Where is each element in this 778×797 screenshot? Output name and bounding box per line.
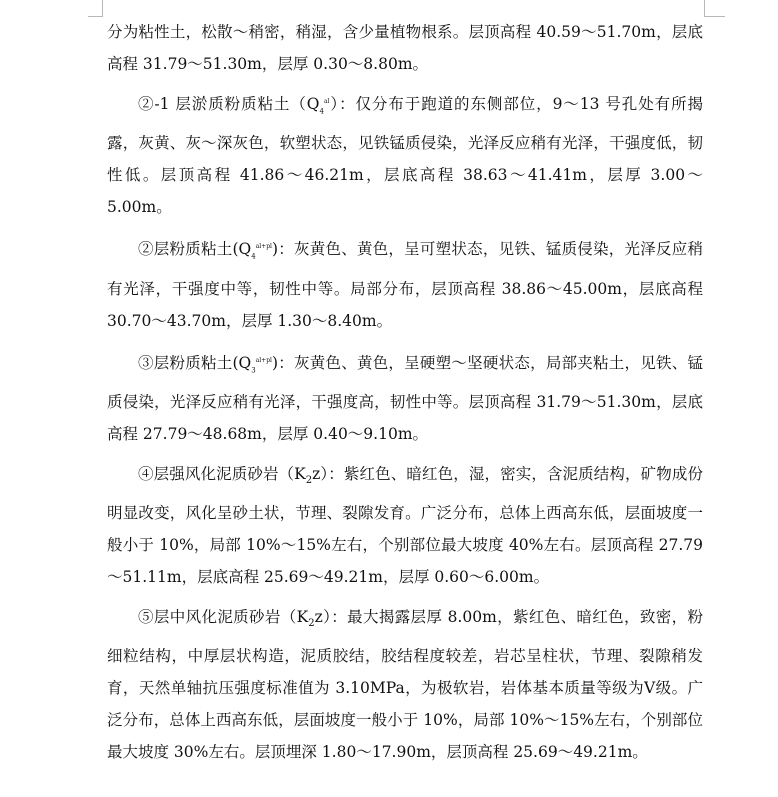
paragraph-layer-1-continuation xyxy=(107,16,703,80)
paragraph-lead: ②-1 层淤质粉质粘土（Q xyxy=(138,95,320,114)
paragraph-layer-2-1 xyxy=(107,86,703,223)
paragraph-lead: ③层粉质粘土(Q xyxy=(138,353,252,372)
formula-subscript: 3 xyxy=(251,365,256,374)
formula-subscript: 2 xyxy=(305,474,313,486)
page-corner-mark-top-right xyxy=(704,0,725,17)
formula-superscript: al+pl xyxy=(255,243,272,251)
paragraph-body: )：灰黄色、黄色，呈可塑状态，见铁、锰质侵染，光泽反应稍有光泽，干强度中等，韧性中等。局部分布，层顶高程 38.86～45.00m，层底高程 30.70～43.70m，层厚 1.30～8.40m。 xyxy=(107,240,703,330)
paragraph-layer-3 xyxy=(107,345,703,450)
paragraph-lead: ⑤层中风化泥质砂岩（K xyxy=(138,607,309,626)
paragraph-body: z）：紫红色、暗红色，湿，密实，含泥质结构，矿物成份明显改变，风化呈砂土状，节理、裂隙发育。广泛分布，总体上西高东低，层面坡度一般小于 10%，局部 10%～15%左右，个别部位最大坡度 40%左右。层顶高程 27.79～51.11m，层底高程 25.69～49.21m，层厚 0.60～6.00m。 xyxy=(107,464,703,586)
formula-superscript: al+pl xyxy=(255,356,272,364)
page-corner-mark-top-left xyxy=(88,0,103,17)
paragraph-lead: ④层强风化泥质砂岩（K xyxy=(138,464,306,483)
formula-subscript: 4 xyxy=(251,252,256,261)
paragraph-text: 分为粘性土，松散～稍密，稍湿，含少量植物根系。层顶高程 40.59～51.70m，层底高程 31.79～51.30m，层厚 0.30～8.80m。 xyxy=(107,23,703,73)
paragraph-body: )：灰黄色、黄色，呈硬塑～坚硬状态，局部夹粘土，见铁、锰质侵染，光泽反应稍有光泽，干强度高，韧性中等。层顶高程 31.79～51.30m，层底高程 27.79～48.68m，层厚 0.40～9.10m。 xyxy=(107,353,703,443)
formula-subscript: 4 xyxy=(319,107,324,116)
paragraph-layer-4 xyxy=(107,458,703,593)
paragraph-layer-2 xyxy=(107,231,703,336)
formula-subscript: 2 xyxy=(308,617,315,629)
document-page xyxy=(107,16,703,776)
paragraph-lead: ②层粉质粘土(Q xyxy=(138,240,252,259)
formula-superscript: al xyxy=(323,98,330,105)
paragraph-layer-5 xyxy=(107,601,703,768)
paragraph-body: z）：最大揭露层厚 8.00m，紫红色、暗红色，致密，粉细粒结构，中厚层状构造，泥质胶结，胶结程度较差，岩芯呈柱状，节理、裂隙稍发育，天然单轴抗压强度标准值为 3.10MPa，为极软岩，岩体基本质量等级为Ⅴ级。广泛分布，总体上西高东低，层面坡度一般小于 10%，局部 10%～15%左右，个别部位最大坡度 30%左右。层顶埋深 1.80～17.90m，层顶高程 25.69～49.21m。 xyxy=(107,607,703,761)
paragraph-body: ）：仅分布于跑道的东侧部位，9～13 号孔处有所揭露，灰黄、灰～深灰色，软塑状态，见铁锰质侵染，光泽反应稍有光泽，干强度低，韧性低。层顶高程 41.86～46.21m，层底高程 38.63～41.41m，层厚 3.00～5.00m。 xyxy=(107,95,704,217)
